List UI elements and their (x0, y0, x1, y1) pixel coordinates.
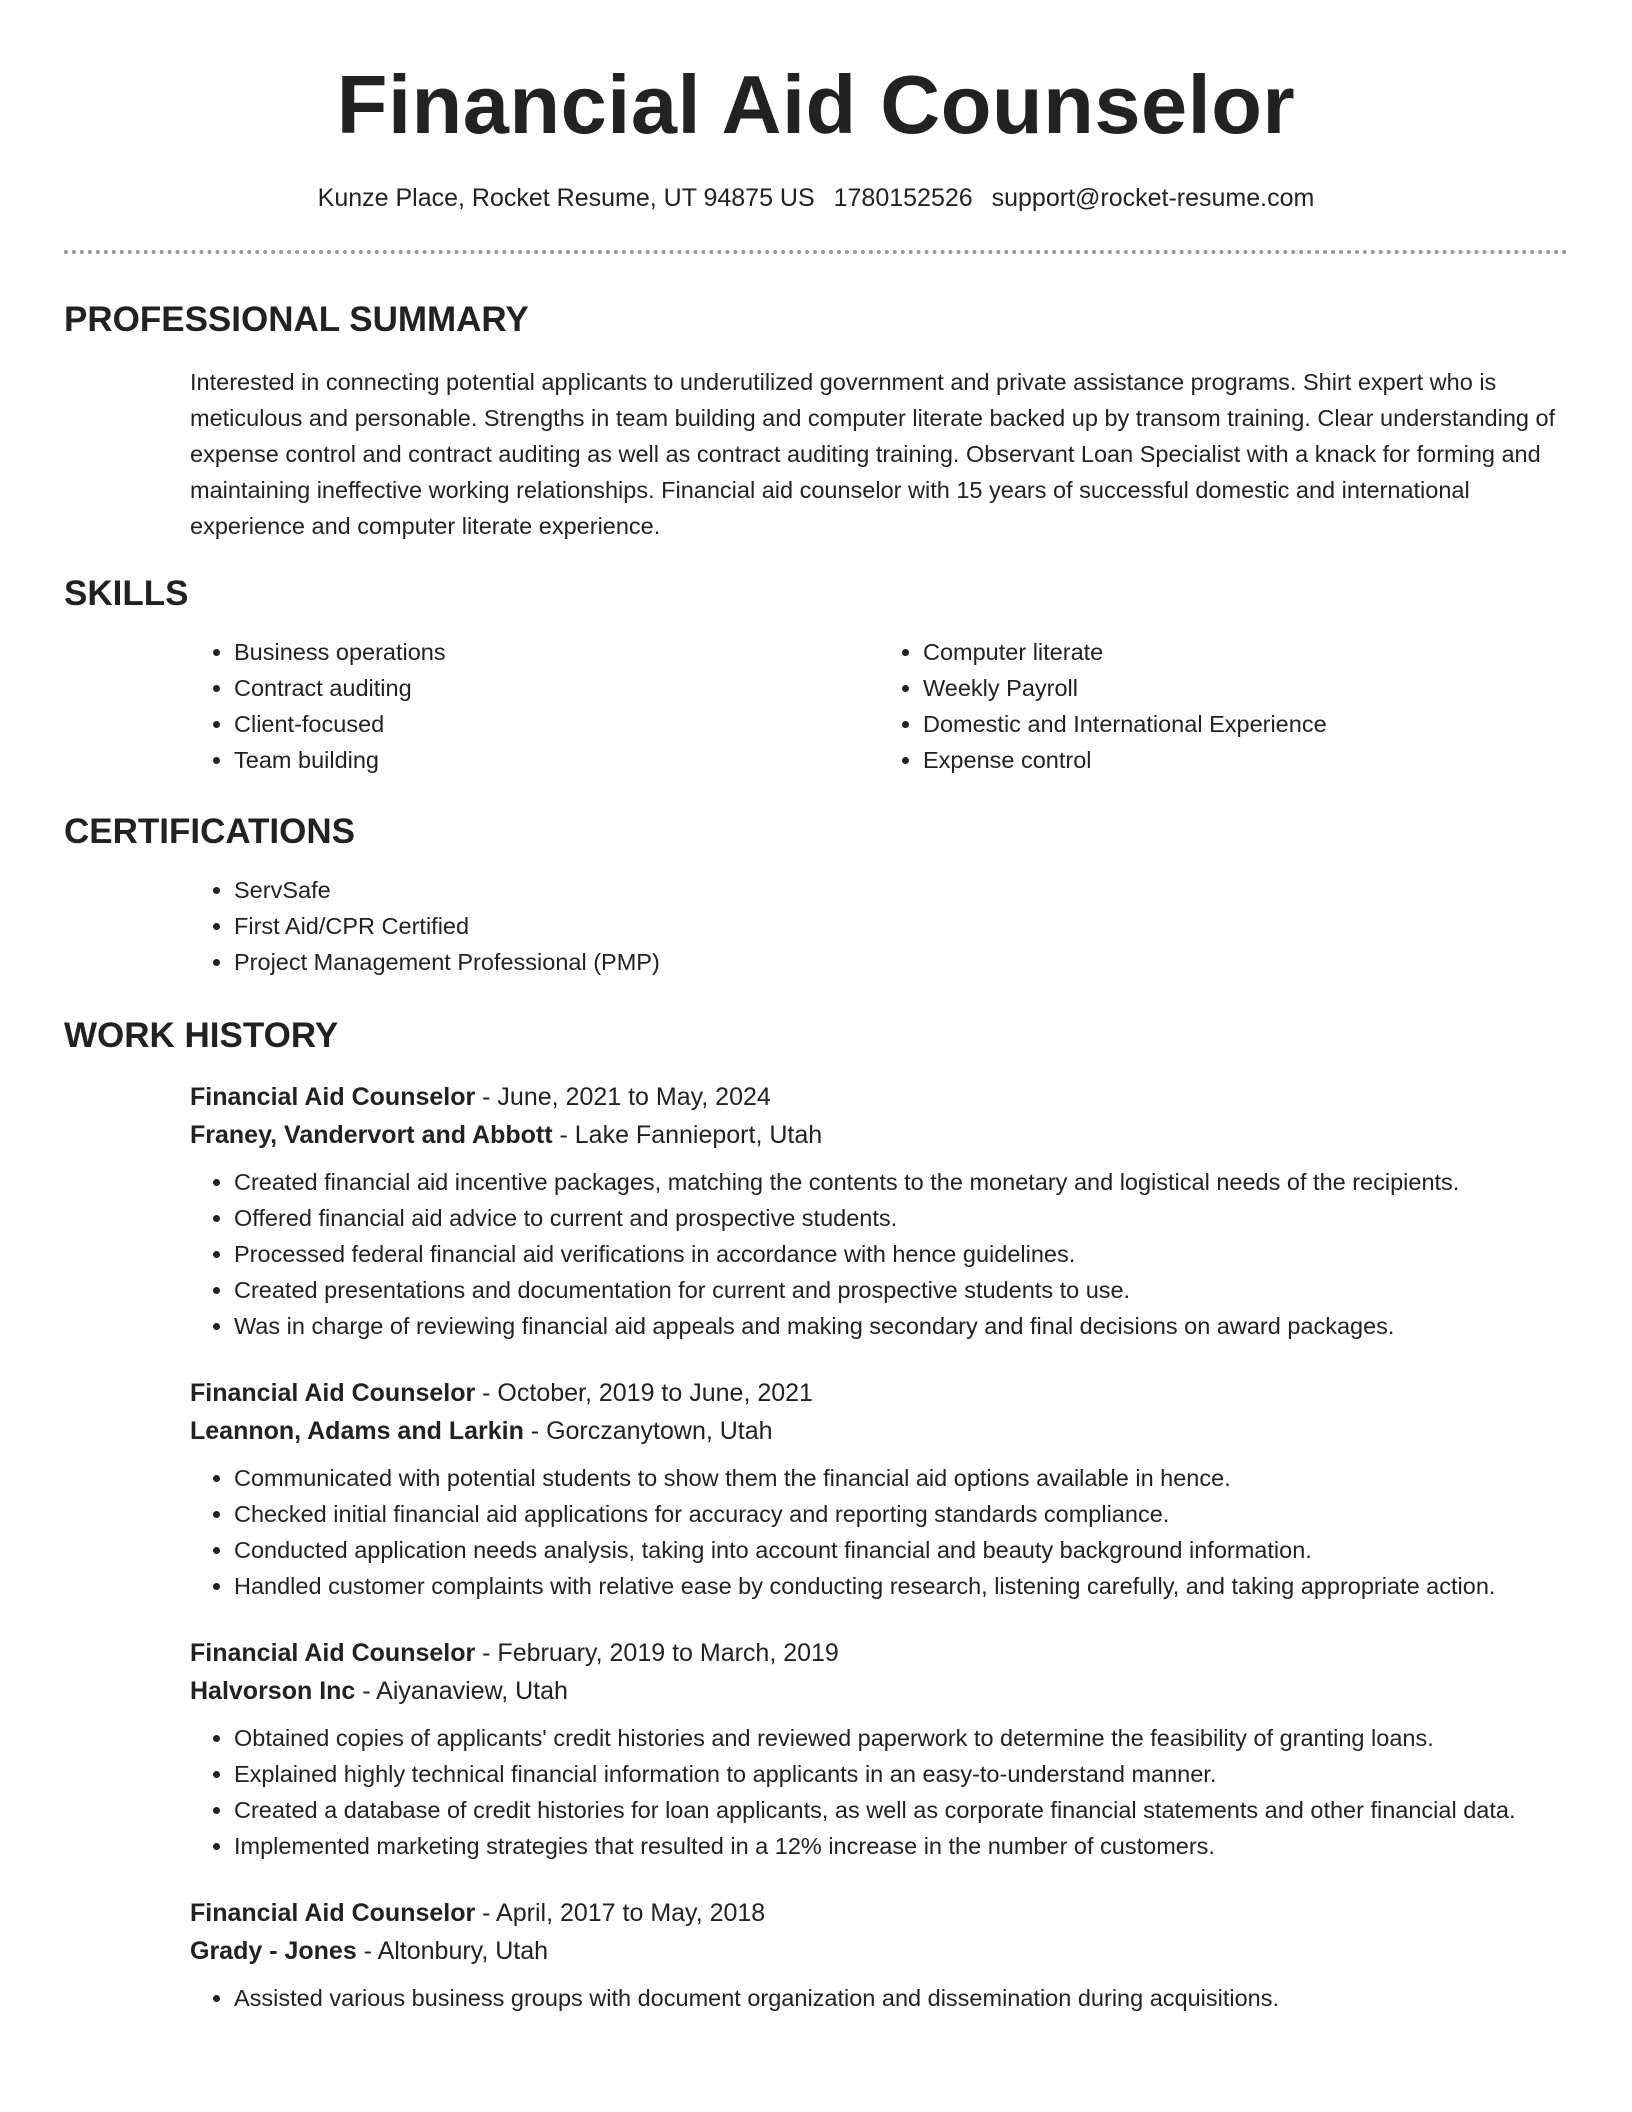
skill-item: • Client-focused (234, 706, 879, 742)
job-bullet: • Implemented marketing strategies that resulted in a 12% increase in the number of customers. (234, 1828, 1568, 1864)
summary-text: Interested in connecting potential applicants to underutilized government and private assistance programs. Shirt expert who is meticulous and personable. Strengths in team building and computer literate backed up by transom training. Clear understanding of expense control and contract auditing as well as contract auditing training. Observant Loan Specialist with a knack for forming and maintaining ineffective working relationships. Financial aid counselor with 15 years of successful domestic and international experience and computer literate experience. (190, 369, 1556, 539)
job-bullet: • Obtained copies of applicants' credit histories and reviewed paperwork to determine the feasibility of granting loans. (234, 1720, 1568, 1756)
skill-item: • Business operations (234, 634, 879, 670)
job-dates: - April, 2017 to May, 2018 (475, 1899, 766, 1927)
skills-section (64, 572, 1568, 778)
certifications-title: CERTIFICATIONS (64, 812, 356, 851)
job-bullet: • Offered financial aid advice to current and prospective students. (234, 1200, 1568, 1236)
job-bullet: • Processed federal financial aid verifications in accordance with hence guidelines. (234, 1236, 1568, 1272)
job-bullet: • Was in charge of reviewing financial aid appeals and making secondary and final decisions on award packages. (234, 1308, 1568, 1344)
job-title: Financial Aid Counselor (190, 1899, 476, 1927)
skills-columns (190, 634, 1568, 778)
job-location: - Gorczanytown, Utah (523, 1417, 773, 1445)
job-title: Financial Aid Counselor (190, 1083, 476, 1111)
job-bullets (64, 1720, 1568, 1864)
email-link[interactable]: support@rocket-resume.com (991, 184, 1315, 212)
job-company-line (190, 1116, 1568, 1154)
job-bullet: • Conducted application needs analysis, taking into account financial and beauty background information. (234, 1532, 1568, 1568)
job-bullets (64, 1460, 1568, 1604)
job-bullets (64, 1980, 1568, 2016)
skills-list-right (879, 634, 1568, 778)
skill-item: • Domestic and International Experience (923, 706, 1568, 742)
job-company-line (190, 1672, 1568, 1710)
job-bullet: • Communicated with potential students to show them the financial aid options available in hence. (234, 1460, 1568, 1496)
job-title: Financial Aid Counselor (190, 1379, 476, 1407)
job-location: - Altonbury, Utah (356, 1937, 549, 1965)
summary-section (64, 298, 1568, 544)
job-bullet: • Assisted various business groups with document organization and dissemination during acquisitions. (234, 1980, 1568, 2016)
job-dates: - February, 2019 to March, 2019 (475, 1639, 839, 1667)
skill-item: • Expense control (923, 742, 1568, 778)
job-bullet: • Explained highly technical financial information to applicants in an easy-to-understand manner. (234, 1756, 1568, 1792)
job-title-line (190, 1078, 1568, 1116)
job-location: - Aiyanaview, Utah (355, 1677, 568, 1705)
job-company-line (190, 1932, 1568, 1970)
job-entry (190, 1634, 1568, 1864)
resume-name: Financial Aid Counselor (336, 58, 1296, 151)
job-location: - Lake Fannieport, Utah (552, 1121, 823, 1149)
header-divider (64, 250, 1568, 254)
job-bullet: • Checked initial financial aid applications for accuracy and reporting standards compliance. (234, 1496, 1568, 1532)
skill-item: • Weekly Payroll (923, 670, 1568, 706)
job-bullet: • Created a database of credit histories for loan applicants, as well as corporate financial statements and other financial data. (234, 1792, 1568, 1828)
job-bullet: • Created financial aid incentive packages, matching the contents to the monetary and logistical needs of the recipients. (234, 1164, 1568, 1200)
job-bullet: • Created presentations and documentation for current and prospective students to use. (234, 1272, 1568, 1308)
work-history-title: WORK HISTORY (64, 1016, 339, 1055)
certifications-section (64, 810, 1568, 980)
job-title-line (190, 1634, 1568, 1672)
certification-item: • ServSafe (234, 872, 1568, 908)
skills-title: SKILLS (64, 574, 189, 613)
job-entry (190, 1078, 1568, 1344)
certifications-list (190, 872, 1568, 980)
summary-title: PROFESSIONAL SUMMARY (64, 300, 529, 339)
skill-item: • Contract auditing (234, 670, 879, 706)
job-dates: - October, 2019 to June, 2021 (475, 1379, 813, 1407)
job-company-line (190, 1412, 1568, 1450)
job-entry (190, 1374, 1568, 1604)
certification-item: • Project Management Professional (PMP) (234, 944, 1568, 980)
skill-item: • Computer literate (923, 634, 1568, 670)
job-dates: - June, 2021 to May, 2024 (475, 1083, 771, 1111)
job-bullet: • Handled customer complaints with relative ease by conducting research, listening carefully, and taking appropriate action. (234, 1568, 1568, 1604)
phone: 1780152526 (833, 184, 973, 212)
job-title-line (190, 1894, 1568, 1932)
contact-line (0, 182, 1632, 214)
job-entry (190, 1894, 1568, 2016)
certification-item: • First Aid/CPR Certified (234, 908, 1568, 944)
job-company: Halvorson Inc (190, 1677, 356, 1705)
job-company: Grady - Jones (190, 1937, 357, 1965)
job-company: Franey, Vandervort and Abbott (190, 1121, 553, 1149)
address: Kunze Place, Rocket Resume, UT 94875 US (317, 184, 815, 212)
job-title-line (190, 1374, 1568, 1412)
job-company: Leannon, Adams and Larkin (190, 1417, 524, 1445)
job-bullets (64, 1164, 1568, 1344)
job-title: Financial Aid Counselor (190, 1639, 476, 1667)
work-history-section (64, 1014, 1568, 2016)
skills-list-left (190, 634, 879, 778)
skill-item: • Team building (234, 742, 879, 778)
